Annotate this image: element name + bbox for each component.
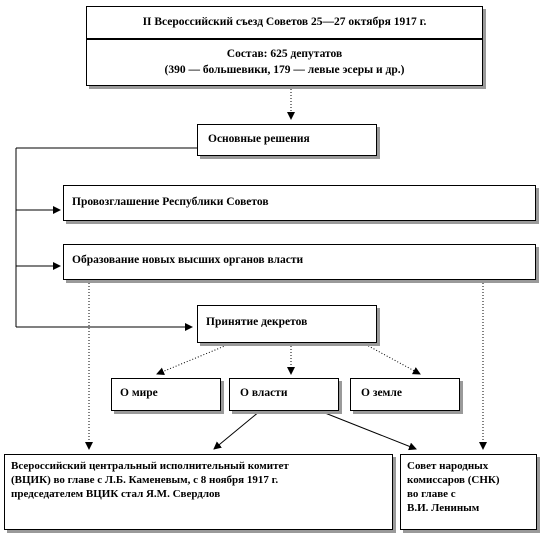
snk-box	[400, 454, 537, 530]
new-organs-box	[63, 244, 536, 280]
snk-line-1: Совет народных	[407, 460, 489, 472]
decree-power-label: О власти	[240, 387, 288, 399]
snk-line-2: комиссаров (СНК)	[407, 474, 500, 486]
arrow-decrees-to-land	[363, 343, 420, 374]
main-decisions-label: Основные решения	[208, 133, 310, 145]
composition-line-2: (390 — большевики, 179 — левые эсеры и др.)	[164, 64, 405, 76]
republic-box	[63, 185, 536, 221]
decree-power-box	[229, 378, 339, 411]
snk-line-3: во главе с	[407, 488, 456, 500]
decree-land-box	[350, 378, 460, 411]
decrees-label: Принятие декретов	[206, 316, 308, 328]
new-organs-label: Образование новых высших органов власти	[72, 254, 304, 266]
composition-line-1: Состав: 625 депутатов	[226, 48, 343, 60]
arrow-power-to-snk	[320, 411, 416, 449]
decree-peace-box	[111, 378, 221, 411]
vtsik-line-1: Всероссийский центральный исполнительный комитет	[11, 460, 289, 472]
congress-title: II Всероссийский съезд Советов 25—27 октября 1917 г.	[142, 16, 427, 28]
main-decisions-box	[197, 124, 377, 156]
vtsik-box	[4, 454, 393, 530]
vtsik-line-2: (ВЦИК) во главе с Л.Б. Каменевым, с 8 ноября 1917 г.	[11, 474, 279, 486]
republic-label: Провозглашение Республики Советов	[72, 196, 269, 208]
arrow-decrees-to-peace	[157, 343, 232, 374]
decree-peace-label: О мире	[120, 387, 158, 399]
decrees-box	[197, 305, 377, 343]
arrow-power-to-vtsik	[214, 411, 260, 449]
snk-line-4: В.И. Лениным	[407, 502, 480, 514]
vtsik-line-3: председателем ВЦИК стал Я.М. Свердлов	[11, 488, 221, 500]
decree-land-label: О земле	[361, 387, 402, 399]
congress-composition-box	[86, 39, 483, 86]
congress-title-box	[86, 6, 483, 39]
